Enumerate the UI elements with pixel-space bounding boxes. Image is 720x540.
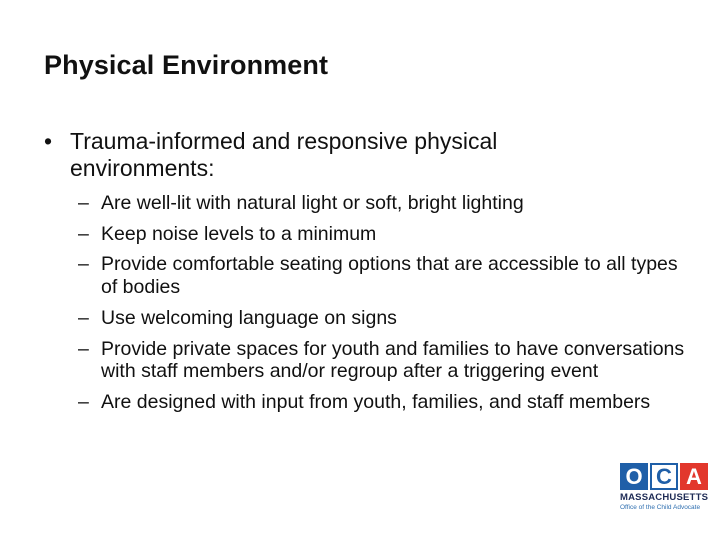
logo-letters [620,463,712,490]
logo-letter-c: C [650,463,678,490]
sub-bullet-item [78,192,693,215]
sub-bullet-text: Keep noise levels to a minimum [101,222,377,245]
sub-bullet-item [78,391,693,414]
sub-bullet-text: Provide private spaces for youth and families to have conversations with staff members and/or regroup after a triggering event [101,337,685,383]
sub-bullet-text: Provide comfortable seating options that are accessible to all types of bodies [101,253,678,299]
sub-bullet-item [78,253,693,298]
logo-letter-a: A [680,463,708,490]
dash-mark: – [78,337,89,360]
sub-bullet-text: Are designed with input from youth, families, and staff members [101,390,651,413]
main-bullet-text: Trauma-informed and responsive physical environments: [70,128,498,181]
logo-massachusetts: MASSACHUSETTS [620,492,709,503]
sub-bullet-item [78,338,693,383]
slide-title: Physical Environment [44,50,329,80]
dash-mark: – [78,253,89,276]
logo-letter-o: O [620,463,648,490]
bullet-mark: • [44,128,53,154]
sub-bullet-text: Are well-lit with natural light or soft, bright lighting [101,192,524,214]
logo-office-text: Office of the Child Advocate [620,504,701,511]
sub-bullet-item [78,223,693,246]
dash-mark: – [78,390,89,413]
dash-mark: – [78,222,89,245]
sub-bullet-list [78,192,693,422]
main-bullet [44,128,644,182]
dash-mark: – [78,192,89,214]
sub-bullet-item [78,307,693,330]
oca-logo [620,463,712,517]
sub-bullet-text: Use welcoming language on signs [101,306,397,329]
dash-mark: – [78,306,89,329]
